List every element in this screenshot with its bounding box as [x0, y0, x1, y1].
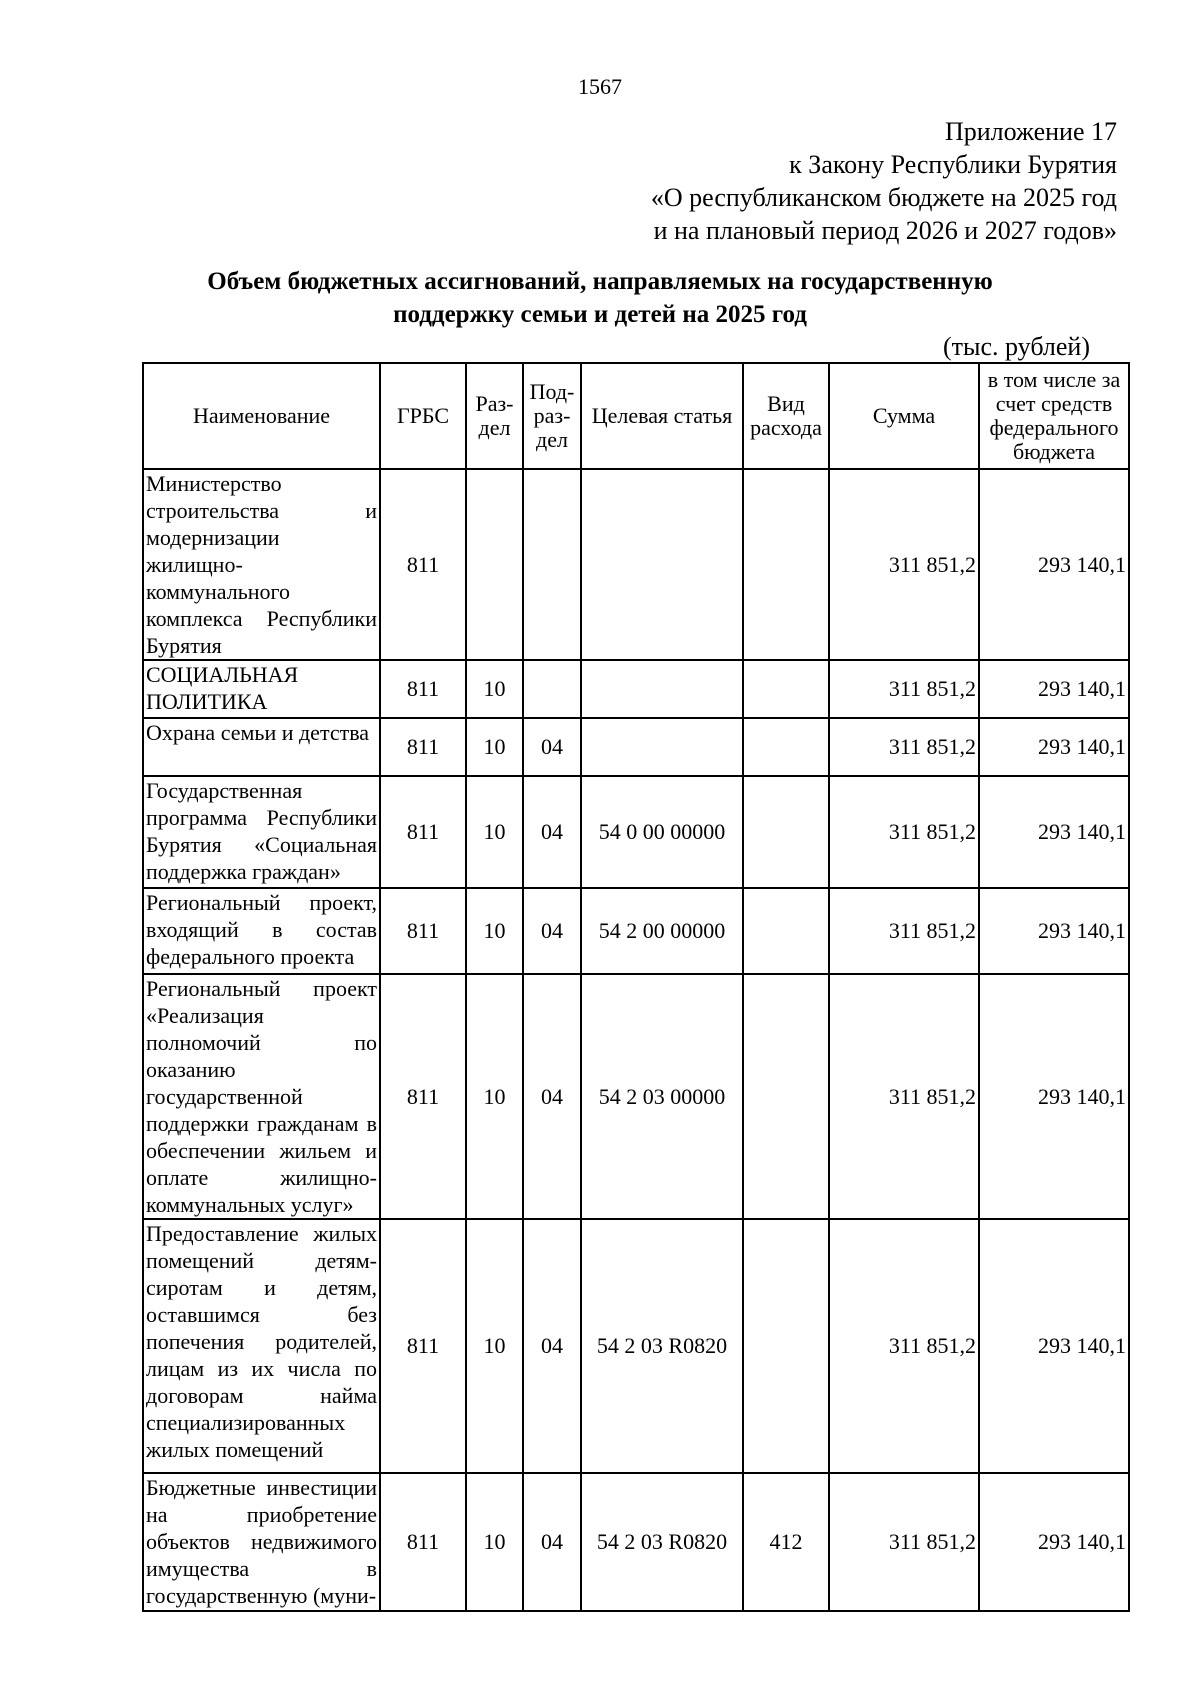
cell-grbs: 811	[380, 1473, 466, 1611]
budget-table	[142, 362, 1130, 1612]
cell-vid	[743, 974, 829, 1219]
cell-grbs: 811	[380, 776, 466, 888]
cell-razdel: 10	[466, 660, 523, 718]
cell-grbs: 811	[380, 888, 466, 974]
cell-razdel	[466, 469, 523, 660]
table-row	[143, 1219, 1129, 1473]
cell-vid	[743, 1219, 829, 1473]
cell-vid	[743, 776, 829, 888]
cell-sum: 311 851,2	[829, 776, 979, 888]
cell-podrazdel	[523, 660, 581, 718]
cell-podrazdel: 04	[523, 974, 581, 1219]
cell-sum: 311 851,2	[829, 888, 979, 974]
cell-podrazdel: 04	[523, 718, 581, 776]
cell-name: Предоставление жилых помещений детям-сиротам и детям, оставшимся без попечения родителей, лицам из их числа по договорам найма специализированных жилых помещений	[143, 1219, 380, 1473]
appendix-line-1: Приложение 17	[944, 117, 1117, 146]
cell-sum: 311 851,2	[829, 660, 979, 718]
header-federal: в том числе за счет средств федерального бюджета	[979, 363, 1129, 469]
cell-razdel: 10	[466, 888, 523, 974]
cell-target	[581, 469, 743, 660]
header-target: Целевая статья	[581, 363, 743, 469]
cell-federal: 293 140,1	[979, 776, 1129, 888]
header-row	[143, 363, 1129, 469]
cell-name: Региональный проект, входящий в состав федерального проекта	[143, 888, 380, 974]
cell-vid	[743, 718, 829, 776]
document-title	[120, 265, 1080, 331]
cell-podrazdel: 04	[523, 1219, 581, 1473]
cell-federal: 293 140,1	[979, 888, 1129, 974]
cell-target: 54 0 00 00000	[581, 776, 743, 888]
table-row	[143, 660, 1129, 718]
cell-federal: 293 140,1	[979, 1473, 1129, 1611]
cell-federal: 293 140,1	[979, 1219, 1129, 1473]
cell-grbs: 811	[380, 660, 466, 718]
header-sum: Сумма	[829, 363, 979, 469]
cell-target: 54 2 00 00000	[581, 888, 743, 974]
cell-sum: 311 851,2	[829, 1219, 979, 1473]
cell-razdel: 10	[466, 1219, 523, 1473]
cell-federal: 293 140,1	[979, 660, 1129, 718]
cell-target	[581, 718, 743, 776]
header-vid: Вид расхода	[743, 363, 829, 469]
cell-sum: 311 851,2	[829, 469, 979, 660]
page-number: 1567	[578, 74, 622, 99]
appendix-header	[651, 115, 1117, 247]
header-name: Наименование	[143, 363, 380, 469]
header-grbs: ГРБС	[380, 363, 466, 469]
table-row	[143, 776, 1129, 888]
cell-podrazdel	[523, 469, 581, 660]
title-line-2: поддержку семьи и детей на 2025 год	[393, 301, 807, 328]
cell-target: 54 2 03 R0820	[581, 1473, 743, 1611]
cell-name: Охрана семьи и детства	[143, 718, 380, 776]
cell-target	[581, 660, 743, 718]
cell-federal: 293 140,1	[979, 718, 1129, 776]
cell-razdel: 10	[466, 718, 523, 776]
cell-name: Государственная программа Республики Бурятия «Социальная поддержка граждан»	[143, 776, 380, 888]
cell-sum: 311 851,2	[829, 974, 979, 1219]
cell-razdel: 10	[466, 776, 523, 888]
header-podrazdel: Под-раз-дел	[523, 363, 581, 469]
cell-name: Министерство строительства и модернизации жилищно-коммунального комплекса Республики Бурятия	[143, 469, 380, 660]
cell-sum: 311 851,2	[829, 718, 979, 776]
table-body	[143, 469, 1129, 1611]
cell-vid	[743, 888, 829, 974]
cell-grbs: 811	[380, 718, 466, 776]
cell-podrazdel: 04	[523, 776, 581, 888]
cell-grbs: 811	[380, 469, 466, 660]
appendix-line-2: к Закону Республики Бурятия	[789, 150, 1117, 179]
cell-target: 54 2 03 00000	[581, 974, 743, 1219]
title-line-1: Объем бюджетных ассигнований, направляемых на государственную	[207, 268, 993, 295]
cell-razdel: 10	[466, 974, 523, 1219]
table-row	[143, 469, 1129, 660]
header-razdel: Раз-дел	[466, 363, 523, 469]
table-row	[143, 1473, 1129, 1611]
table-row	[143, 974, 1129, 1219]
table-row	[143, 888, 1129, 974]
cell-grbs: 811	[380, 1219, 466, 1473]
units-note: (тыс. рублей)	[942, 332, 1090, 361]
cell-name: Региональный проект «Реализация полномочий по оказанию государственной поддержки гражданам в обеспечении жильем и оплате жилищно-коммунальных услуг»	[143, 974, 380, 1219]
cell-vid	[743, 660, 829, 718]
cell-podrazdel: 04	[523, 1473, 581, 1611]
cell-federal: 293 140,1	[979, 974, 1129, 1219]
cell-vid: 412	[743, 1473, 829, 1611]
appendix-line-4: и на плановый период 2026 и 2027 годов»	[653, 216, 1117, 245]
cell-sum: 311 851,2	[829, 1473, 979, 1611]
cell-name: СОЦИАЛЬНАЯ ПОЛИТИКА	[143, 660, 380, 718]
cell-name: Бюджетные инвестиции на приобретение объектов недвижимого имущества в государственную (муни-	[143, 1473, 380, 1611]
cell-target: 54 2 03 R0820	[581, 1219, 743, 1473]
cell-podrazdel: 04	[523, 888, 581, 974]
cell-grbs: 811	[380, 974, 466, 1219]
appendix-line-3: «О республиканском бюджете на 2025 год	[650, 183, 1117, 212]
cell-razdel: 10	[466, 1473, 523, 1611]
cell-vid	[743, 469, 829, 660]
cell-federal: 293 140,1	[979, 469, 1129, 660]
table-row	[143, 718, 1129, 776]
